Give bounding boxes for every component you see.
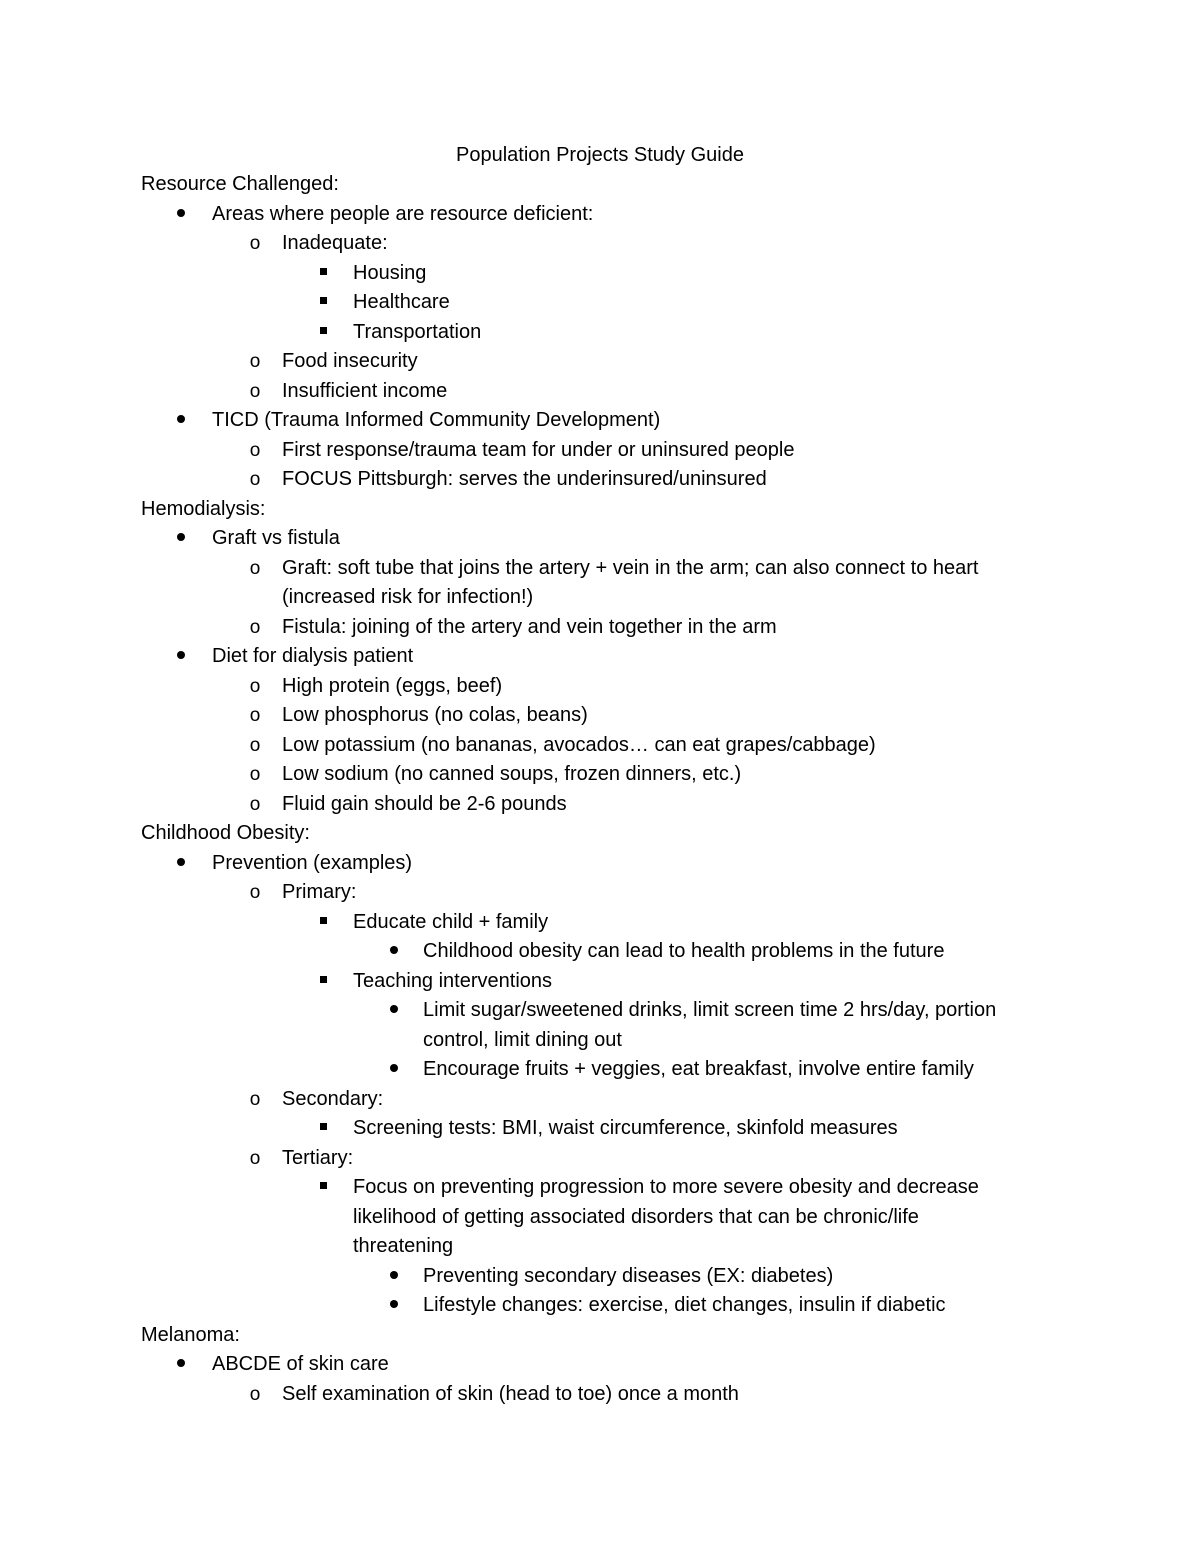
- list-item: Limit sugar/sweetened drinks, limit screen time 2 hrs/day, portion: [141, 996, 1141, 1026]
- bullet-disc-icon: [171, 524, 191, 554]
- list-item: o FOCUS Pittsburgh: serves the underinsured/uninsured: [141, 465, 1141, 495]
- bullet-disc-icon: [384, 1291, 404, 1321]
- bullet-circle-icon: o: [249, 233, 261, 254]
- section-heading-melanoma: Melanoma:: [141, 1323, 240, 1346]
- list-item-continuation: threatening: [353, 1235, 454, 1257]
- list-item: o High protein (eggs, beef): [141, 672, 1141, 702]
- bullet-circle-icon: o: [249, 764, 261, 785]
- list-item: o Graft: soft tube that joins the artery + vein in the arm; can also connect to heart: [141, 554, 1141, 584]
- list-item: o Low sodium (no canned soups, frozen dinners, etc.): [141, 760, 1141, 790]
- bullet-circle-icon: o: [249, 1147, 261, 1169]
- list-item: Educate child + family: [141, 908, 1141, 938]
- list-item: o Food insecurity: [141, 347, 1141, 377]
- list-item: Screening tests: BMI, waist circumference, skinfold measures: [141, 1114, 1141, 1144]
- list-item: o Self examination of skin (head to toe) once a month: [141, 1380, 1141, 1410]
- list-item: o Insufficient income: [141, 377, 1141, 407]
- list-item: Teaching interventions: [141, 967, 1141, 997]
- bullet-disc-icon: [171, 200, 191, 230]
- list-item: o Primary:: [141, 878, 1141, 908]
- bullet-circle-icon: o: [249, 380, 261, 402]
- list-item-continuation: (increased risk for infection!): [282, 586, 534, 608]
- document-body: [141, 170, 1141, 1409]
- bullet-disc-icon: [171, 849, 191, 879]
- list-item: Lifestyle changes: exercise, diet changes, insulin if diabetic: [141, 1291, 1141, 1321]
- bullet-disc-icon: [384, 996, 404, 1026]
- list-item: Preventing secondary diseases (EX: diabetes): [141, 1262, 1141, 1292]
- bullet-circle-icon: o: [249, 351, 261, 372]
- bullet-circle-icon: o: [249, 616, 261, 638]
- list-item: o Inadequate:: [141, 229, 1141, 259]
- bullet-circle-icon: o: [249, 439, 261, 461]
- list-item: Areas where people are resource deficient:: [141, 200, 1141, 230]
- bullet-square-icon: [313, 1173, 333, 1203]
- bullet-disc-icon: [384, 1262, 404, 1292]
- list-item: o Fluid gain should be 2-6 pounds: [141, 790, 1141, 820]
- section-heading-resource: Resource Challenged:: [141, 173, 339, 195]
- bullet-circle-icon: o: [249, 469, 261, 490]
- bullet-disc-icon: [171, 1350, 191, 1380]
- section-heading-obesity: Childhood Obesity:: [141, 822, 310, 844]
- list-item: Diet for dialysis patient: [141, 642, 1141, 672]
- list-item: Encourage fruits + veggies, eat breakfast, involve entire family: [141, 1055, 1141, 1085]
- list-item: o First response/trauma team for under or uninsured people: [141, 436, 1141, 466]
- bullet-square-icon: [313, 288, 333, 318]
- section-heading-hemodialysis: Hemodialysis:: [141, 497, 266, 520]
- list-item-continuation: likelihood of getting associated disorders that can be chronic/life: [353, 1205, 919, 1228]
- bullet-circle-icon: o: [249, 675, 261, 697]
- list-item: Transportation: [141, 318, 1141, 348]
- list-item: o Tertiary:: [141, 1144, 1141, 1174]
- bullet-disc-icon: [171, 406, 191, 436]
- list-item: o Secondary:: [141, 1085, 1141, 1115]
- list-item-continuation: control, limit dining out: [423, 1028, 622, 1051]
- list-item: o Low phosphorus (no colas, beans): [141, 701, 1141, 731]
- bullet-square-icon: [313, 967, 333, 997]
- bullet-circle-icon: o: [249, 793, 261, 815]
- bullet-circle-icon: o: [249, 882, 261, 903]
- bullet-circle-icon: o: [249, 1383, 261, 1405]
- bullet-square-icon: [313, 908, 333, 938]
- bullet-circle-icon: o: [249, 1088, 261, 1110]
- list-item: Healthcare: [141, 288, 1141, 318]
- list-item: Childhood obesity can lead to health problems in the future: [141, 937, 1141, 967]
- list-item: Graft vs fistula: [141, 524, 1141, 554]
- bullet-circle-icon: o: [249, 557, 261, 579]
- bullet-square-icon: [313, 1114, 333, 1144]
- bullet-disc-icon: [384, 937, 404, 967]
- list-item: o Fistula: joining of the artery and vein together in the arm: [141, 613, 1141, 643]
- list-item: Focus on preventing progression to more severe obesity and decrease: [141, 1173, 1141, 1203]
- list-item: TICD (Trauma Informed Community Development): [141, 406, 1141, 436]
- list-item: Prevention (examples): [141, 849, 1141, 879]
- bullet-disc-icon: [384, 1055, 404, 1085]
- bullet-circle-icon: o: [249, 734, 261, 756]
- bullet-circle-icon: o: [249, 705, 261, 726]
- list-item: o Low potassium (no bananas, avocados… can eat grapes/cabbage): [141, 731, 1141, 761]
- list-item: ABCDE of skin care: [141, 1350, 1141, 1380]
- list-item: Housing: [141, 259, 1141, 289]
- bullet-disc-icon: [171, 642, 191, 672]
- page-title: Population Projects Study Guide: [456, 144, 744, 166]
- bullet-square-icon: [313, 318, 333, 348]
- bullet-square-icon: [313, 259, 333, 289]
